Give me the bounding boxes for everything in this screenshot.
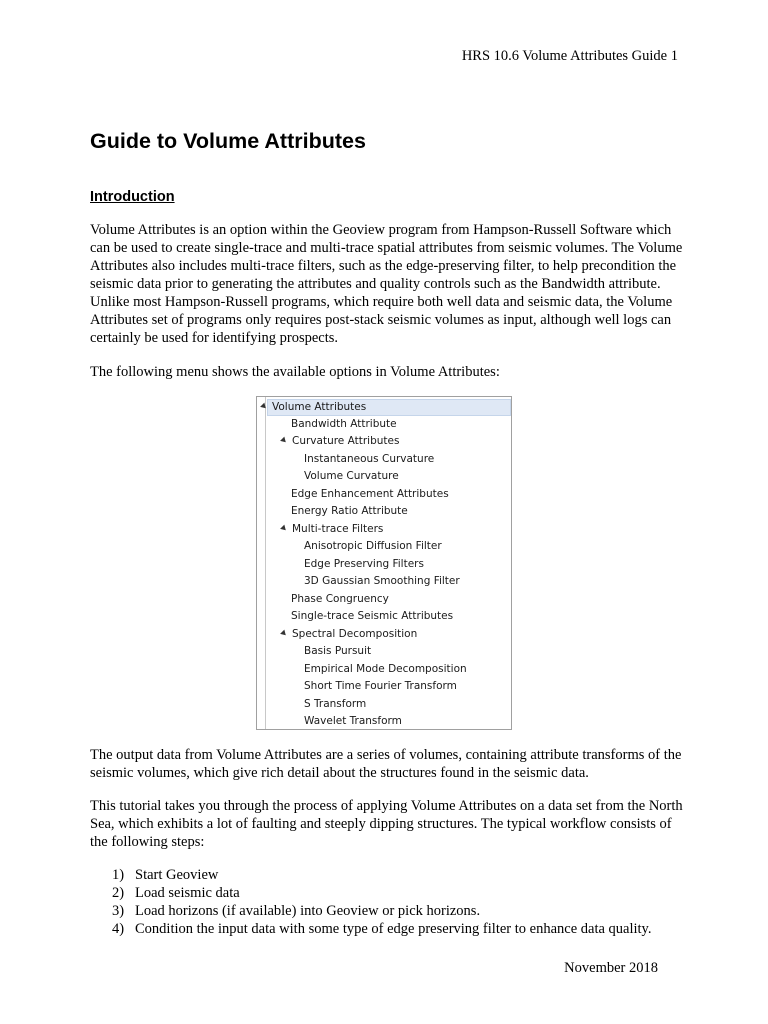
tree-item-empirical-mode-decomposition[interactable] bbox=[304, 661, 467, 678]
page-header: HRS 10.6 Volume Attributes Guide 1 bbox=[461, 48, 678, 64]
expand-triangle-icon[interactable] bbox=[280, 629, 288, 637]
tree-item-label: 3D Gaussian Smoothing Filter bbox=[304, 575, 460, 587]
tree-item-label: Edge Enhancement Attributes bbox=[291, 488, 449, 500]
output-paragraph: The output data from Volume Attributes are a series of volumes, containing attribute transforms of the seismic volumes, which give rich detail about the structures found in the seismic data. bbox=[90, 747, 682, 781]
tree-item-3d-gaussian-smoothing-filter[interactable] bbox=[304, 573, 460, 590]
tree-item-label: S Transform bbox=[304, 698, 367, 710]
tutorial-paragraph: This tutorial takes you through the process of applying Volume Attributes on a data set from the North Sea, which exhibits a lot of faulting and steeply dipping structures. The typical workflow consists of the following steps: bbox=[90, 798, 683, 850]
tree-item-label: Phase Congruency bbox=[291, 593, 389, 605]
tree-item-edge-enhancement-attributes[interactable] bbox=[291, 486, 449, 503]
page-footer-date: November 2018 bbox=[564, 960, 658, 976]
list-item bbox=[112, 866, 652, 884]
tree-item-label: Instantaneous Curvature bbox=[304, 453, 435, 465]
tree-item-label: Single-trace Seismic Attributes bbox=[291, 610, 454, 622]
tree-item-label: Spectral Decomposition bbox=[292, 628, 418, 640]
tree-item-label: Wavelet Transform bbox=[304, 715, 402, 727]
step-text: Load seismic data bbox=[135, 885, 240, 901]
tree-item-label: Volume Attributes bbox=[272, 401, 367, 413]
tree-item-label: Bandwidth Attribute bbox=[291, 418, 397, 430]
expand-triangle-icon[interactable] bbox=[280, 524, 288, 532]
tree-item-short-time-fourier-transform[interactable] bbox=[304, 678, 457, 695]
page-title: Guide to Volume Attributes bbox=[90, 129, 366, 153]
tree-item-anisotropic-diffusion-filter[interactable] bbox=[304, 538, 442, 555]
step-number: 1) bbox=[112, 867, 125, 883]
tree-item-label: Multi-trace Filters bbox=[292, 523, 384, 535]
expand-triangle-icon[interactable] bbox=[260, 402, 268, 410]
tree-item-volume-attributes[interactable] bbox=[267, 399, 511, 416]
tree-item-multi-trace-filters[interactable] bbox=[281, 521, 383, 538]
list-item bbox=[112, 920, 652, 938]
tree-item-label: Curvature Attributes bbox=[292, 435, 400, 447]
tree-item-energy-ratio-attribute[interactable] bbox=[291, 503, 408, 520]
tree-item-instantaneous-curvature[interactable] bbox=[304, 451, 434, 468]
step-number: 3) bbox=[112, 903, 125, 919]
section-heading-introduction: Introduction bbox=[90, 189, 175, 205]
intro-paragraph-1: Volume Attributes is an option within the Geoview program from Hampson-Russell Software which can be used to create single-trace and multi-trace spatial attributes from seismic volumes. The Volume Attributes also includes multi-trace filters, such as the edge-preserving filter, to help precondition the seismic data prior to generating the attributes and quality controls such as the Bandwidth attribute. Unlike most Hampson-Russell programs, which require both well data and seismic data, the Volume Attributes set of programs only requires post-stack seismic volumes as input, although well logs can certainly be used for identifying prospects. bbox=[90, 222, 683, 346]
tree-item-label: Empirical Mode Decomposition bbox=[304, 663, 467, 675]
tree-item-label: Edge Preserving Filters bbox=[304, 558, 424, 570]
tree-item-single-trace-seismic-attributes[interactable] bbox=[291, 608, 453, 625]
step-text: Load horizons (if available) into Geoview or pick horizons. bbox=[135, 903, 481, 919]
tree-item-wavelet-transform[interactable] bbox=[304, 713, 402, 730]
tree-item-spectral-decomposition[interactable] bbox=[281, 626, 417, 643]
tree-item-label: Energy Ratio Attribute bbox=[291, 505, 408, 517]
tree-item-curvature-attributes[interactable] bbox=[281, 433, 399, 450]
tree-item-s-transform[interactable] bbox=[304, 696, 366, 713]
workflow-steps-list bbox=[112, 866, 652, 938]
list-item bbox=[112, 902, 652, 920]
step-number: 4) bbox=[112, 921, 125, 937]
expand-triangle-icon[interactable] bbox=[280, 436, 288, 444]
tree-item-label: Basis Pursuit bbox=[304, 645, 372, 657]
intro-paragraph-2: The following menu shows the available options in Volume Attributes: bbox=[90, 364, 500, 380]
tree-item-phase-congruency[interactable] bbox=[291, 591, 389, 608]
tree-item-basis-pursuit[interactable] bbox=[304, 643, 371, 660]
tree-item-label: Volume Curvature bbox=[304, 470, 399, 482]
step-text: Condition the input data with some type of edge preserving filter to enhance data quality. bbox=[135, 921, 652, 937]
tree-item-label: Anisotropic Diffusion Filter bbox=[304, 540, 442, 552]
list-item bbox=[112, 884, 652, 902]
volume-attributes-menu-tree bbox=[256, 396, 512, 730]
tree-item-label: Short Time Fourier Transform bbox=[304, 680, 457, 692]
step-text: Start Geoview bbox=[135, 867, 219, 883]
tree-item-bandwidth-attribute[interactable] bbox=[291, 416, 397, 433]
tree-item-edge-preserving-filters[interactable] bbox=[304, 556, 424, 573]
step-number: 2) bbox=[112, 885, 125, 901]
tree-item-volume-curvature[interactable] bbox=[304, 468, 399, 485]
tree-gutter-line bbox=[265, 397, 266, 729]
